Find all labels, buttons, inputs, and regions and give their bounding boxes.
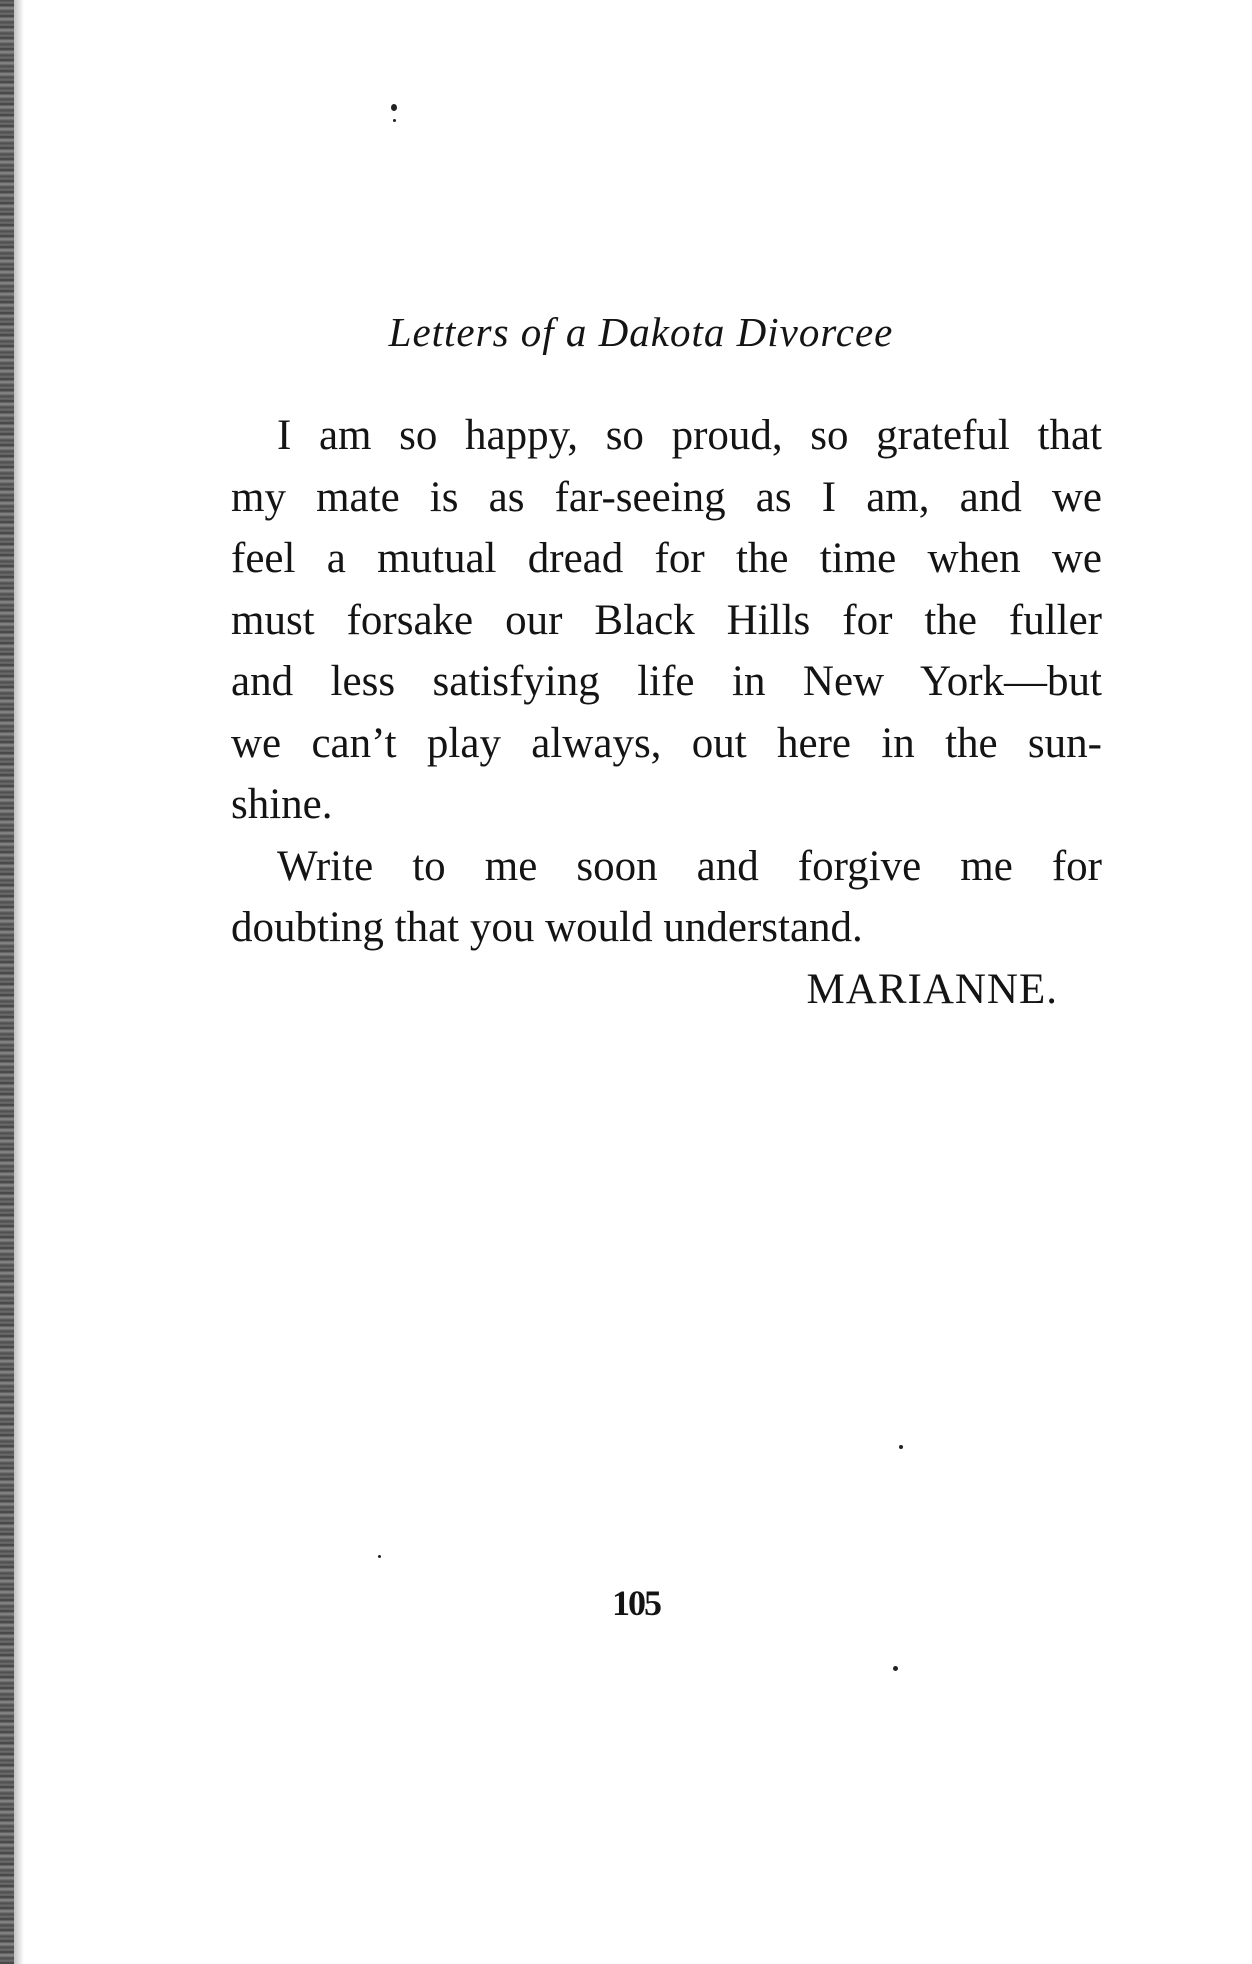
text-line: must forsake our Black Hills for the fuller	[231, 596, 1102, 644]
text-line: I am so happy, so proud, so grateful that	[277, 412, 1102, 459]
ink-speck	[378, 1555, 381, 1558]
text-line: we can’t play always, out here in the sun-	[231, 719, 1102, 767]
binding-edge-shadow	[14, 0, 24, 1964]
text-line: doubting that you would understand.	[231, 904, 863, 951]
signature: MARIANNE.	[806, 965, 1058, 1013]
ink-speck	[391, 104, 397, 111]
ink-speck	[393, 119, 396, 122]
text-line: feel a mutual dread for the time when we	[231, 535, 1102, 582]
letter-body	[231, 405, 1102, 1020]
text-line: Write to me soon and forgive me for	[277, 842, 1102, 890]
page-number: 105	[612, 1583, 660, 1623]
binding-edge	[0, 0, 14, 1964]
ink-speck	[899, 1445, 903, 1449]
text-line: shine.	[231, 781, 333, 828]
text-line: my mate is as far-seeing as I am, and we	[231, 473, 1102, 521]
text-line: and less satisfying life in New York—but	[231, 658, 1102, 705]
ink-speck	[893, 1666, 898, 1671]
running-head: Letters of a Dakota Divorcee	[388, 309, 894, 355]
